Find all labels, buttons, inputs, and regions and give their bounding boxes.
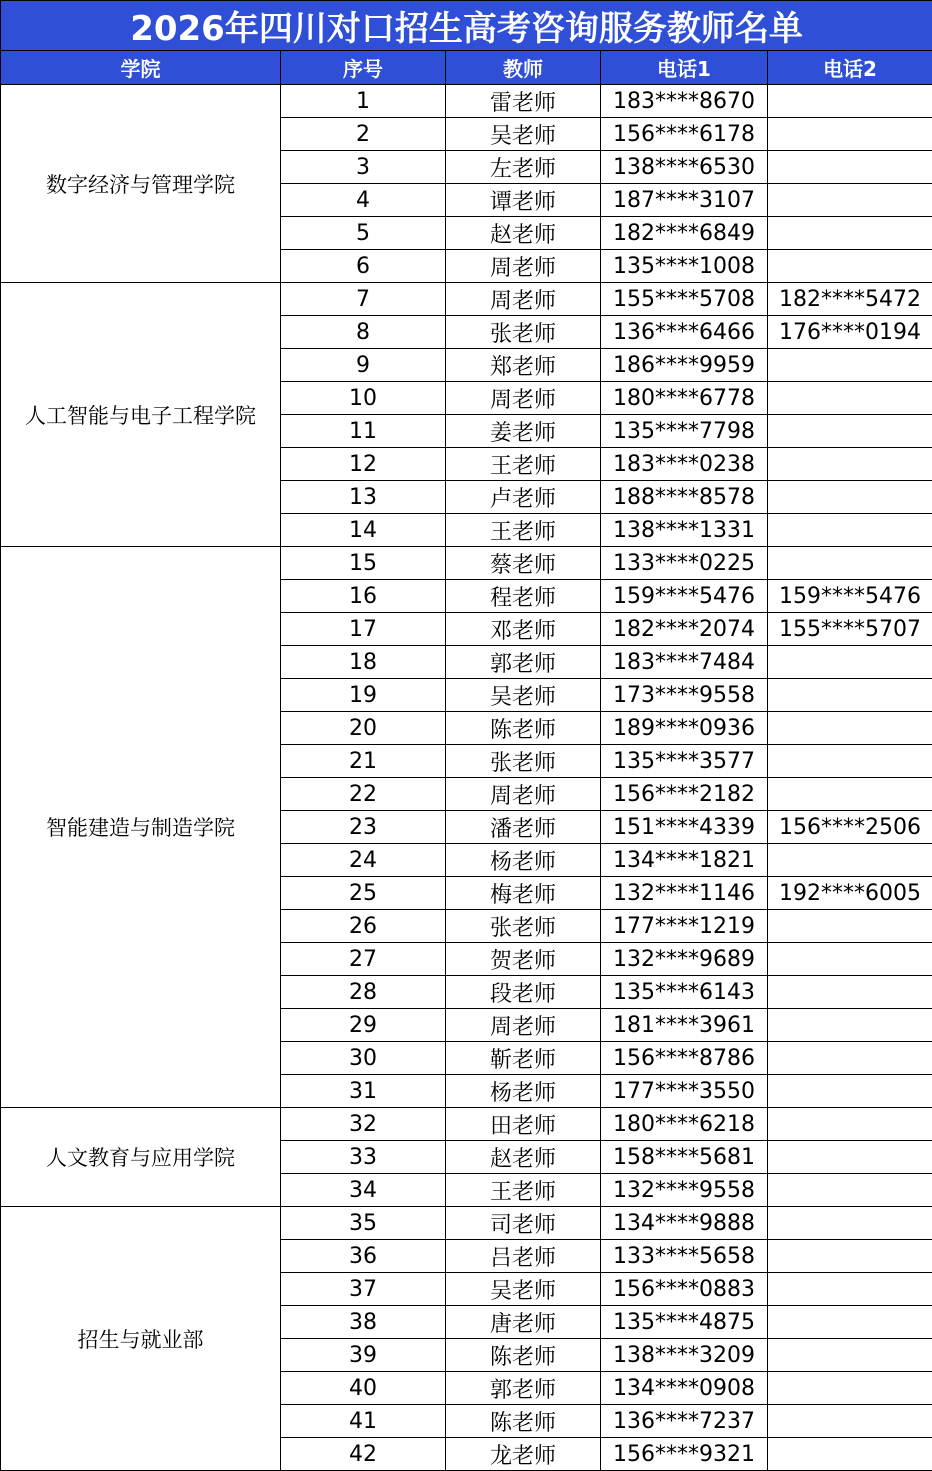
index-cell: 42: [281, 1438, 446, 1471]
phone1-cell: 136****6466: [601, 316, 768, 349]
college-cell: 智能建造与制造学院: [1, 547, 281, 1108]
phone1-cell: 177****1219: [601, 910, 768, 943]
phone1-cell: 181****3961: [601, 1009, 768, 1042]
phone1-cell: 135****7798: [601, 415, 768, 448]
teacher-cell: 左老师: [446, 151, 601, 184]
teacher-cell: 蔡老师: [446, 547, 601, 580]
index-cell: 22: [281, 778, 446, 811]
index-cell: 16: [281, 580, 446, 613]
index-cell: 24: [281, 844, 446, 877]
table-row: [1, 1108, 932, 1141]
teacher-cell: 龙老师: [446, 1438, 601, 1471]
phone2-cell: [768, 1108, 932, 1141]
index-cell: 37: [281, 1273, 446, 1306]
index-cell: 18: [281, 646, 446, 679]
phone2-cell: [768, 118, 932, 151]
phone1-cell: 156****2182: [601, 778, 768, 811]
teacher-cell: 姜老师: [446, 415, 601, 448]
teacher-cell: 王老师: [446, 1174, 601, 1207]
phone2-cell: [768, 1174, 932, 1207]
teacher-cell: 周老师: [446, 382, 601, 415]
index-cell: 38: [281, 1306, 446, 1339]
table-row: [1, 283, 932, 316]
teacher-cell: 谭老师: [446, 184, 601, 217]
index-cell: 35: [281, 1207, 446, 1240]
phone1-cell: 156****9321: [601, 1438, 768, 1471]
phone1-cell: 134****1821: [601, 844, 768, 877]
phone1-cell: 156****6178: [601, 118, 768, 151]
index-cell: 25: [281, 877, 446, 910]
phone2-cell: [768, 217, 932, 250]
teacher-cell: 周老师: [446, 1009, 601, 1042]
index-cell: 11: [281, 415, 446, 448]
index-cell: 10: [281, 382, 446, 415]
index-cell: 23: [281, 811, 446, 844]
phone1-cell: 134****9888: [601, 1207, 768, 1240]
table-body: [1, 85, 932, 1471]
teacher-cell: 雷老师: [446, 85, 601, 118]
teacher-cell: 贺老师: [446, 943, 601, 976]
teacher-cell: 郑老师: [446, 349, 601, 382]
teacher-cell: 程老师: [446, 580, 601, 613]
index-cell: 1: [281, 85, 446, 118]
college-cell: 人工智能与电子工程学院: [1, 283, 281, 547]
phone2-cell: [768, 415, 932, 448]
index-cell: 31: [281, 1075, 446, 1108]
title-row: [1, 1, 932, 51]
phone2-cell: [768, 1339, 932, 1372]
phone2-cell: [768, 151, 932, 184]
phone1-cell: 183****0238: [601, 448, 768, 481]
college-cell: 招生与就业部: [1, 1207, 281, 1471]
phone2-cell: 182****5472: [768, 283, 932, 316]
phone1-cell: 134****0908: [601, 1372, 768, 1405]
index-cell: 30: [281, 1042, 446, 1075]
header-teacher: 教师: [446, 51, 601, 85]
phone2-cell: [768, 514, 932, 547]
teacher-cell: 郭老师: [446, 646, 601, 679]
phone2-cell: 156****2506: [768, 811, 932, 844]
phone1-cell: 132****9689: [601, 943, 768, 976]
phone2-cell: [768, 250, 932, 283]
table-row: [1, 1207, 932, 1240]
teacher-cell: 张老师: [446, 745, 601, 778]
phone1-cell: 138****6530: [601, 151, 768, 184]
phone2-cell: [768, 943, 932, 976]
phone1-cell: 158****5681: [601, 1141, 768, 1174]
header-row: [1, 51, 932, 85]
phone2-cell: [768, 745, 932, 778]
index-cell: 32: [281, 1108, 446, 1141]
teacher-cell: 王老师: [446, 514, 601, 547]
phone2-cell: [768, 85, 932, 118]
table-row: [1, 85, 932, 118]
header-phone2: 电话2: [768, 51, 932, 85]
index-cell: 4: [281, 184, 446, 217]
teacher-cell: 赵老师: [446, 1141, 601, 1174]
index-cell: 12: [281, 448, 446, 481]
phone2-cell: [768, 1405, 932, 1438]
phone1-cell: 189****0936: [601, 712, 768, 745]
phone2-cell: [768, 844, 932, 877]
index-cell: 26: [281, 910, 446, 943]
index-cell: 28: [281, 976, 446, 1009]
phone1-cell: 132****9558: [601, 1174, 768, 1207]
phone2-cell: [768, 778, 932, 811]
header-phone1: 电话1: [601, 51, 768, 85]
phone2-cell: [768, 1042, 932, 1075]
index-cell: 20: [281, 712, 446, 745]
phone1-cell: 186****9959: [601, 349, 768, 382]
sheet-title: 2026年四川对口招生高考咨询服务教师名单: [1, 1, 932, 51]
college-cell: 数字经济与管理学院: [1, 85, 281, 283]
phone2-cell: 192****6005: [768, 877, 932, 910]
phone1-cell: 182****2074: [601, 613, 768, 646]
phone2-cell: [768, 349, 932, 382]
index-cell: 40: [281, 1372, 446, 1405]
index-cell: 34: [281, 1174, 446, 1207]
phone1-cell: 133****5658: [601, 1240, 768, 1273]
phone2-cell: [768, 1075, 932, 1108]
teacher-cell: 陈老师: [446, 1339, 601, 1372]
phone2-cell: [768, 382, 932, 415]
index-cell: 15: [281, 547, 446, 580]
phone2-cell: [768, 1009, 932, 1042]
phone1-cell: 188****8578: [601, 481, 768, 514]
teacher-cell: 邓老师: [446, 613, 601, 646]
phone1-cell: 136****7237: [601, 1405, 768, 1438]
phone1-cell: 138****3209: [601, 1339, 768, 1372]
phone1-cell: 133****0225: [601, 547, 768, 580]
index-cell: 17: [281, 613, 446, 646]
phone1-cell: 135****1008: [601, 250, 768, 283]
teacher-cell: 吴老师: [446, 679, 601, 712]
teacher-cell: 司老师: [446, 1207, 601, 1240]
phone2-cell: [768, 1141, 932, 1174]
header-index: 序号: [281, 51, 446, 85]
phone2-cell: [768, 1438, 932, 1471]
phone1-cell: 135****3577: [601, 745, 768, 778]
phone1-cell: 155****5708: [601, 283, 768, 316]
index-cell: 39: [281, 1339, 446, 1372]
phone1-cell: 182****6849: [601, 217, 768, 250]
phone1-cell: 183****8670: [601, 85, 768, 118]
phone2-cell: [768, 448, 932, 481]
phone2-cell: [768, 1207, 932, 1240]
teacher-cell: 王老师: [446, 448, 601, 481]
teacher-cell: 杨老师: [446, 1075, 601, 1108]
teacher-cell: 吴老师: [446, 1273, 601, 1306]
phone1-cell: 156****0883: [601, 1273, 768, 1306]
teacher-cell: 张老师: [446, 316, 601, 349]
phone2-cell: [768, 481, 932, 514]
index-cell: 2: [281, 118, 446, 151]
teacher-cell: 周老师: [446, 283, 601, 316]
teacher-cell: 周老师: [446, 250, 601, 283]
teacher-cell: 卢老师: [446, 481, 601, 514]
index-cell: 33: [281, 1141, 446, 1174]
phone1-cell: 180****6218: [601, 1108, 768, 1141]
index-cell: 9: [281, 349, 446, 382]
phone1-cell: 177****3550: [601, 1075, 768, 1108]
teacher-cell: 梅老师: [446, 877, 601, 910]
index-cell: 19: [281, 679, 446, 712]
phone1-cell: 151****4339: [601, 811, 768, 844]
phone2-cell: [768, 910, 932, 943]
phone2-cell: [768, 547, 932, 580]
index-cell: 36: [281, 1240, 446, 1273]
index-cell: 21: [281, 745, 446, 778]
index-cell: 14: [281, 514, 446, 547]
phone1-cell: 187****3107: [601, 184, 768, 217]
phone1-cell: 159****5476: [601, 580, 768, 613]
phone2-cell: [768, 976, 932, 1009]
teacher-cell: 潘老师: [446, 811, 601, 844]
phone1-cell: 180****6778: [601, 382, 768, 415]
header-college: 学院: [1, 51, 281, 85]
phone1-cell: 135****4875: [601, 1306, 768, 1339]
teacher-cell: 杨老师: [446, 844, 601, 877]
phone2-cell: [768, 1273, 932, 1306]
phone2-cell: [768, 184, 932, 217]
teacher-cell: 靳老师: [446, 1042, 601, 1075]
phone1-cell: 173****9558: [601, 679, 768, 712]
teacher-cell: 唐老师: [446, 1306, 601, 1339]
phone1-cell: 135****6143: [601, 976, 768, 1009]
phone2-cell: [768, 712, 932, 745]
college-cell: 人文教育与应用学院: [1, 1108, 281, 1207]
index-cell: 8: [281, 316, 446, 349]
index-cell: 6: [281, 250, 446, 283]
index-cell: 13: [281, 481, 446, 514]
phone2-cell: [768, 1372, 932, 1405]
index-cell: 27: [281, 943, 446, 976]
teacher-cell: 张老师: [446, 910, 601, 943]
phone1-cell: 156****8786: [601, 1042, 768, 1075]
phone1-cell: 132****1146: [601, 877, 768, 910]
phone2-cell: [768, 1240, 932, 1273]
index-cell: 7: [281, 283, 446, 316]
index-cell: 29: [281, 1009, 446, 1042]
teacher-cell: 陈老师: [446, 712, 601, 745]
teacher-cell: 陈老师: [446, 1405, 601, 1438]
phone2-cell: [768, 646, 932, 679]
phone2-cell: [768, 679, 932, 712]
index-cell: 3: [281, 151, 446, 184]
table-row: [1, 547, 932, 580]
teacher-cell: 周老师: [446, 778, 601, 811]
index-cell: 41: [281, 1405, 446, 1438]
teacher-cell: 郭老师: [446, 1372, 601, 1405]
teacher-cell: 吕老师: [446, 1240, 601, 1273]
teacher-cell: 田老师: [446, 1108, 601, 1141]
teacher-cell: 吴老师: [446, 118, 601, 151]
phone2-cell: [768, 1306, 932, 1339]
phone2-cell: 176****0194: [768, 316, 932, 349]
teacher-cell: 段老师: [446, 976, 601, 1009]
phone1-cell: 183****7484: [601, 646, 768, 679]
index-cell: 5: [281, 217, 446, 250]
teacher-cell: 赵老师: [446, 217, 601, 250]
phone1-cell: 138****1331: [601, 514, 768, 547]
phone2-cell: 159****5476: [768, 580, 932, 613]
phone2-cell: 155****5707: [768, 613, 932, 646]
